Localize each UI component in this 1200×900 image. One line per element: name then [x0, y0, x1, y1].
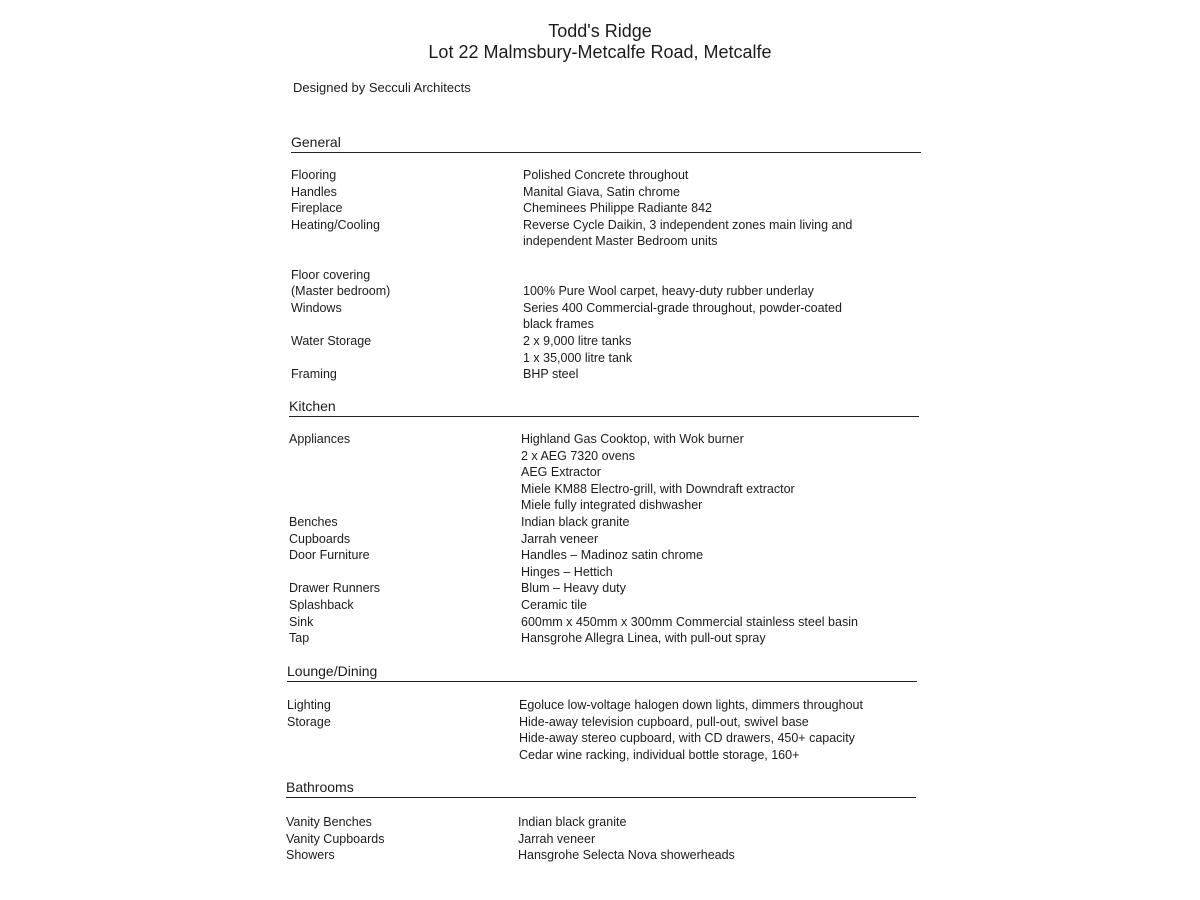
spec-value: Ceramic tile	[521, 598, 587, 612]
spec-value: Hansgrohe Allegra Linea, with pull-out spray	[521, 631, 766, 646]
spec-value: Miele KM88 Electro-grill, with Downdraft extractor	[521, 481, 795, 496]
title-line-1: Todd's Ridge	[548, 21, 652, 41]
spec-label: Windows	[291, 300, 342, 315]
spec-value: Indian black granite	[518, 815, 627, 829]
spec-value: black frames	[523, 317, 594, 332]
spec-value: Blum – Heavy duty	[521, 581, 626, 596]
spec-value: Cheminees Philippe Radiante 842	[523, 201, 713, 216]
spec-value: 1 x 35,000 litre tank	[523, 350, 633, 365]
section-lounge-dining	[287, 663, 917, 762]
spec-label: Drawer Runners	[289, 581, 381, 596]
spec-label: Benches	[289, 515, 338, 529]
section-heading: General	[291, 134, 921, 153]
spec-value: 600mm x 450mm x 300mm Commercial stainless steel basin	[521, 614, 858, 629]
spec-label: Tap	[289, 631, 310, 646]
section-heading: Bathrooms	[286, 779, 916, 798]
spec-value: 2 x 9,000 litre tanks	[523, 334, 632, 348]
spec-value: Jarrah veneer	[521, 531, 599, 546]
spec-label: (Master bedroom)	[291, 284, 391, 299]
spec-value: Miele fully integrated dishwasher	[521, 498, 703, 513]
spec-value: Egoluce low-voltage halogen down lights, dimmers throughout	[519, 698, 863, 712]
spec-value: Handles – Madinoz satin chrome	[521, 548, 704, 563]
spec-label: Showers	[286, 848, 335, 863]
spec-label: Splashback	[289, 598, 354, 612]
spec-value: Series 400 Commercial-grade throughout, powder-coated	[523, 300, 842, 315]
spec-value: Highland Gas Cooktop, with Wok burner	[521, 432, 744, 446]
spec-label: Door Furniture	[289, 548, 370, 563]
spec-label: Heating/Cooling	[291, 217, 380, 232]
document-title	[0, 21, 1200, 63]
spec-label: Fireplace	[291, 201, 343, 216]
title-line-2: Lot 22 Malmsbury-Metcalfe Road, Metcalfe	[428, 42, 772, 62]
spec-value: Polished Concrete throughout	[523, 168, 689, 182]
spec-value: 100% Pure Wool carpet, heavy-duty rubber underlay	[523, 284, 814, 299]
spec-label: Water Storage	[291, 334, 372, 348]
section-heading: Kitchen	[289, 398, 919, 417]
spec-label: Lighting	[287, 698, 331, 712]
spec-label: Appliances	[289, 432, 351, 446]
spec-label: Sink	[289, 614, 314, 629]
spec-label: Vanity Benches	[286, 815, 372, 829]
section-general	[291, 134, 921, 382]
section-kitchen	[289, 398, 919, 646]
spec-value: Hide-away television cupboard, pull-out, swivel base	[519, 714, 809, 729]
spec-label: Cupboards	[289, 531, 351, 546]
spec-value: Hinges – Hettich	[521, 564, 613, 579]
section-heading: Lounge/Dining	[287, 663, 917, 682]
spec-label: Flooring	[291, 168, 337, 182]
spec-value: Hansgrohe Selecta Nova showerheads	[518, 848, 735, 863]
section-bathrooms	[286, 779, 916, 863]
spec-label: Vanity Cupboards	[286, 831, 385, 846]
designer-credit: Designed by Secculi Architects	[293, 80, 471, 95]
spec-value: Hide-away stereo cupboard, with CD drawers, 450+ capacity	[519, 731, 855, 746]
spec-label: Storage	[287, 714, 331, 729]
spec-value: BHP steel	[523, 367, 579, 382]
spec-label: Floor covering	[291, 267, 371, 282]
spec-value: 2 x AEG 7320 ovens	[521, 448, 635, 463]
spec-label: Framing	[291, 367, 337, 382]
spec-label: Handles	[291, 184, 337, 199]
spec-value: Reverse Cycle Daikin, 3 independent zones main living and	[523, 217, 853, 232]
spec-value: Manital Giava, Satin chrome	[523, 184, 681, 199]
spec-value: Indian black granite	[521, 515, 630, 529]
spec-value: independent Master Bedroom units	[523, 234, 718, 249]
spec-value: AEG Extractor	[521, 465, 601, 480]
spec-value: Cedar wine racking, individual bottle storage, 160+	[519, 747, 800, 762]
spec-value: Jarrah veneer	[518, 831, 596, 846]
